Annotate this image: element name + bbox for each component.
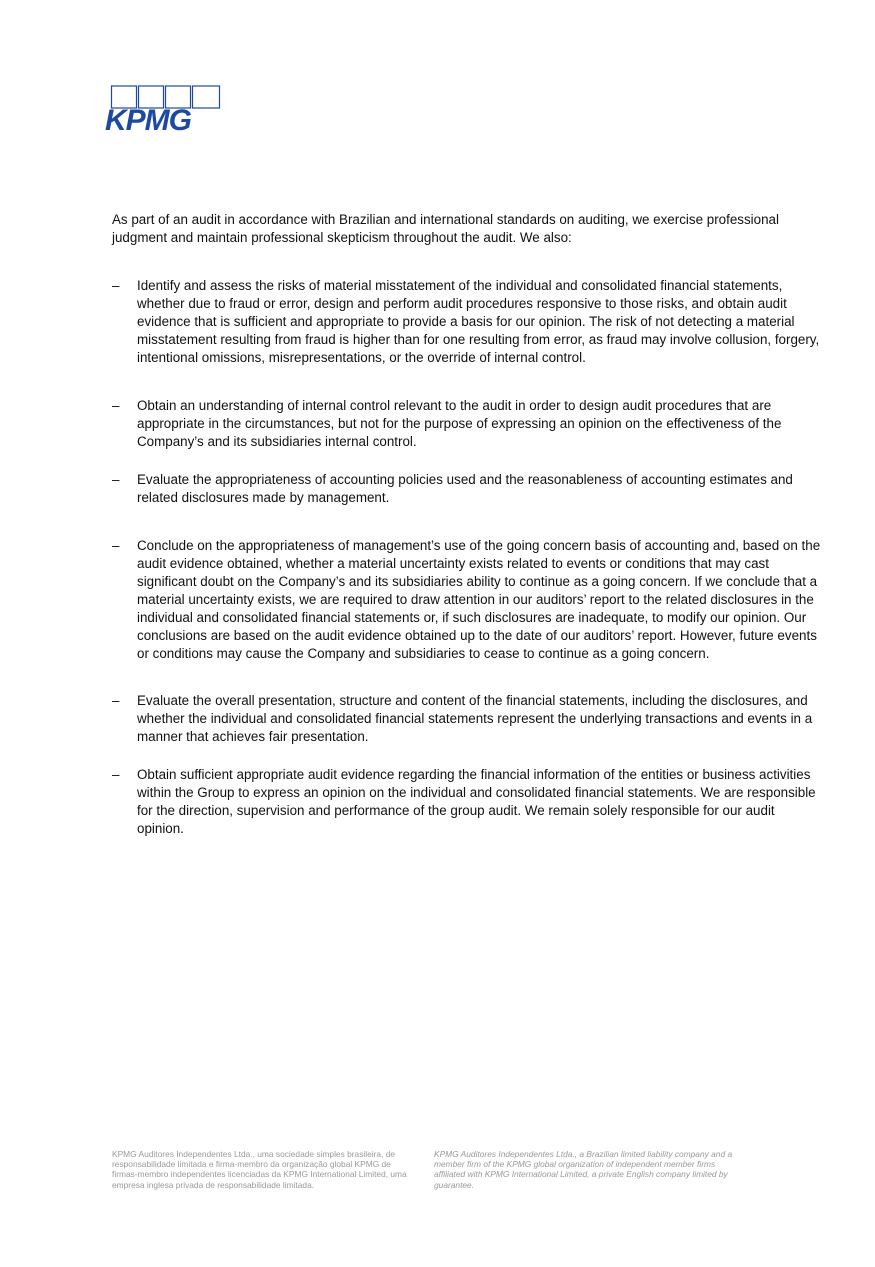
bullet-marker: – [112,693,120,708]
intro-paragraph: As part of an audit in accordance with Brazilian and international standards on auditing, we exercise professional judgment and maintain professional skepticism throughout the audit. We also: [112,212,779,245]
list-item [112,692,824,746]
bullet-marker: – [112,767,120,782]
bullet-marker: – [112,278,120,293]
bullet-text: Obtain an understanding of internal control relevant to the audit in order to design audit procedures that are appropriate in the circumstances, but not for the purpose of expressing an opinion on the effectiveness of the Company’s and its subsidiaries internal control. [137,398,782,449]
bullet-text: Conclude on the appropriateness of management’s use of the going concern basis of accounting and, based on the audit evidence obtained, whether a material uncertainty exists related to events or conditions that may cast significant doubt on the Company’s and its subsidiaries ability to continue as a going concern. If we conclude that a material uncertainty exists, we are required to draw attention in our auditors’ report to the related disclosures in the individual and consolidated financial statements or, if such disclosures are inadequate, to modify our opinion. Our conclusions are based on the audit evidence obtained up to the date of our auditors’ report. However, future events or conditions may cause the Company and subsidiaries to cease to continue as a going concern. [137,538,821,661]
bullet-marker: – [112,472,120,487]
list-item [112,471,824,507]
bullet-text: Evaluate the overall presentation, structure and content of the financial statements, including the disclosures, and whether the individual and consolidated financial statements represent the underlying transactions and events in a manner that achieves fair presentation. [137,693,813,744]
bullet-text: Evaluate the appropriateness of accounting policies used and the reasonableness of accounting estimates and related disclosures made by management. [137,472,793,505]
kpmg-logo [104,85,222,133]
footer-portuguese: KPMG Auditores Independentes Ltda., uma sociedade simples brasileira, de responsabilidade limitada e firma-membro da organização global KPMG de firmas-membro independentes licenciadas da KPMG International Limited, uma empresa inglesa privada de responsabilidade limitada. [112,1149,407,1190]
footer-english: KPMG Auditores Independentes Ltda., a Brazilian limited liability company and a member firm of the KPMG global organization of independent member firms affiliated with KPMG International Limited, a private English company limited by guarantee. [434,1149,733,1190]
list-item [112,766,824,838]
bullet-text: Identify and assess the risks of material misstatement of the individual and consolidated financial statements, whether due to fraud or error, design and perform audit procedures responsive to those risks, and obtain audit evidence that is sufficient and appropriate to provide a basis for our opinion. The risk of not detecting a material misstatement resulting from fraud is higher than for one resulting from error, as fraud may involve collusion, forgery, intentional omissions, misrepresentations, or the override of internal control. [137,278,820,365]
bullet-marker: – [112,538,120,553]
list-item [112,537,824,663]
bullet-text: Obtain sufficient appropriate audit evidence regarding the financial information of the entities or business activities within the Group to express an opinion on the individual and consolidated financial statements. We are responsible for the direction, supervision and performance of the group audit. We remain solely responsible for our audit opinion. [137,767,816,836]
logo-wordmark: KPMG [105,104,191,133]
list-item [112,397,824,451]
list-item [112,277,824,367]
bullet-marker: – [112,398,120,413]
